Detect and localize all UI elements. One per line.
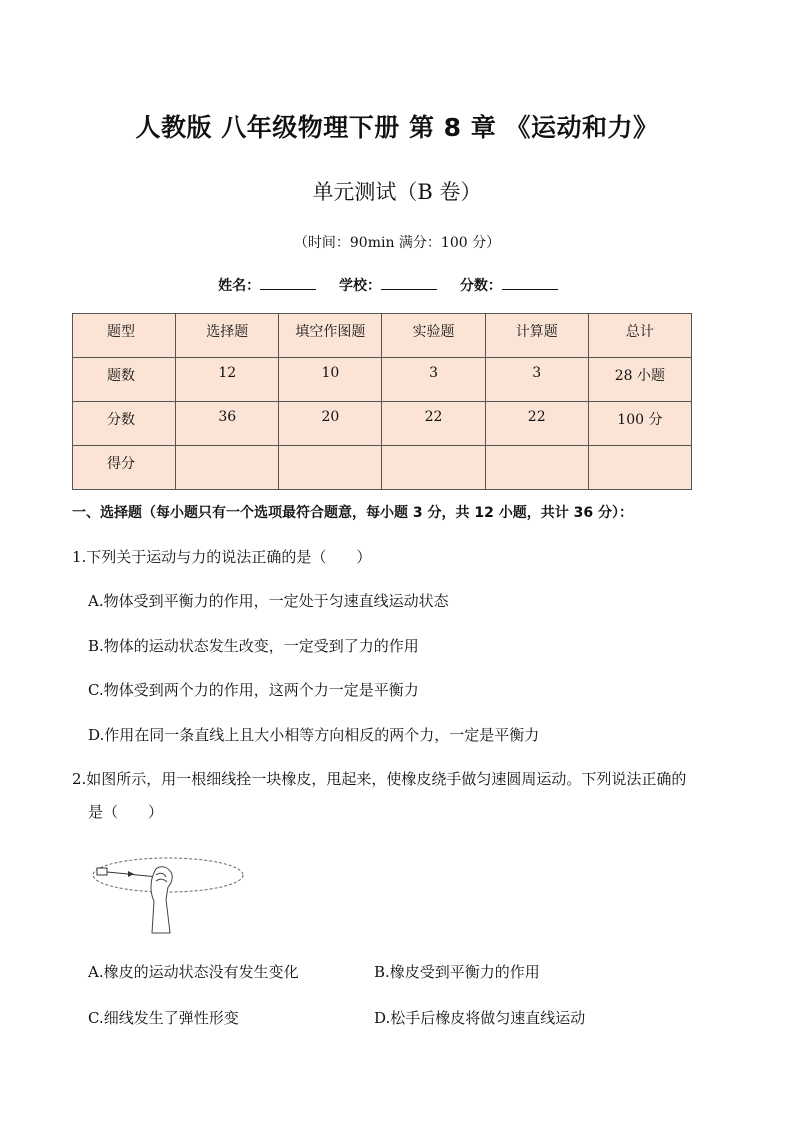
eraser-circular-motion-figure bbox=[90, 845, 250, 935]
question-1-option-c: C.物体受到两个力的作用，这两个力一定是平衡力 bbox=[88, 681, 419, 699]
table-cell: 3 bbox=[382, 358, 485, 402]
table-cell: 总计 bbox=[588, 314, 691, 358]
table-cell: 100 分 bbox=[588, 402, 691, 446]
section-heading: 一、选择题（每小题只有一个选项最符合题意，每小题 3 分，共 12 小题，共计 36 分）： bbox=[72, 505, 633, 521]
table-row bbox=[73, 446, 692, 490]
student-info-line bbox=[0, 275, 794, 295]
question-2-option-d: D.松手后橡皮将做匀速直线运动 bbox=[374, 1009, 586, 1027]
table-cell: 36 bbox=[176, 402, 279, 446]
table-cell: 22 bbox=[382, 402, 485, 446]
question-2-option-b: B.橡皮受到平衡力的作用 bbox=[374, 963, 540, 981]
table-cell: 实验题 bbox=[382, 314, 485, 358]
question-1-option-a: A.物体受到平衡力的作用，一定处于匀速直线运动状态 bbox=[88, 592, 449, 610]
question-2-option-c: C.细线发生了弹性形变 bbox=[88, 1009, 239, 1027]
table-cell: 填空作图题 bbox=[279, 314, 382, 358]
table-row bbox=[73, 358, 692, 402]
table-row bbox=[73, 314, 692, 358]
school-blank[interactable] bbox=[381, 277, 437, 290]
question-2-stem-cont: 是（ ） bbox=[88, 803, 164, 821]
table-cell: 得分 bbox=[73, 446, 176, 490]
table-cell: 12 bbox=[176, 358, 279, 402]
hand-icon bbox=[151, 867, 172, 933]
score-entry-cell[interactable] bbox=[176, 446, 279, 490]
score-entry-cell[interactable] bbox=[382, 446, 485, 490]
score-entry-cell[interactable] bbox=[485, 446, 588, 490]
page-subtitle: 单元测试（B 卷） bbox=[312, 180, 482, 204]
table-cell: 3 bbox=[485, 358, 588, 402]
score-entry-cell[interactable] bbox=[279, 446, 382, 490]
score-blank[interactable] bbox=[502, 277, 558, 290]
score-entry-cell[interactable] bbox=[588, 446, 691, 490]
time-info: （时间：90min 满分：100 分） bbox=[293, 235, 501, 251]
table-cell: 22 bbox=[485, 402, 588, 446]
table-cell: 计算题 bbox=[485, 314, 588, 358]
eraser-icon bbox=[97, 868, 107, 875]
school-label: 学校： bbox=[339, 278, 381, 294]
page-title: 人教版 八年级物理下册 第 8 章 《运动和力》 bbox=[135, 113, 659, 142]
question-1-stem: 1.下列关于运动与力的说法正确的是（ ） bbox=[72, 548, 372, 566]
name-label: 姓名： bbox=[218, 278, 261, 294]
name-blank[interactable] bbox=[260, 277, 316, 290]
arrow-icon bbox=[128, 871, 134, 877]
table-cell: 20 bbox=[279, 402, 382, 446]
table-cell: 分数 bbox=[73, 402, 176, 446]
table-cell: 28 小题 bbox=[588, 358, 691, 402]
question-2-stem: 2.如图所示，用一根细线拴一块橡皮，甩起来，使橡皮绕手做匀速圆周运动。下列说法正确的 bbox=[72, 770, 687, 788]
table-cell: 选择题 bbox=[176, 314, 279, 358]
question-1-option-d: D.作用在同一条直线上且大小相等方向相反的两个力，一定是平衡力 bbox=[88, 726, 540, 744]
table-cell: 题型 bbox=[73, 314, 176, 358]
table-cell: 题数 bbox=[73, 358, 176, 402]
score-label: 分数： bbox=[459, 278, 502, 294]
question-2-option-a: A.橡皮的运动状态没有发生变化 bbox=[88, 963, 299, 981]
table-cell: 10 bbox=[279, 358, 382, 402]
question-1-option-b: B.物体的运动状态发生改变，一定受到了力的作用 bbox=[88, 637, 419, 655]
score-table bbox=[72, 313, 692, 490]
table-row bbox=[73, 402, 692, 446]
